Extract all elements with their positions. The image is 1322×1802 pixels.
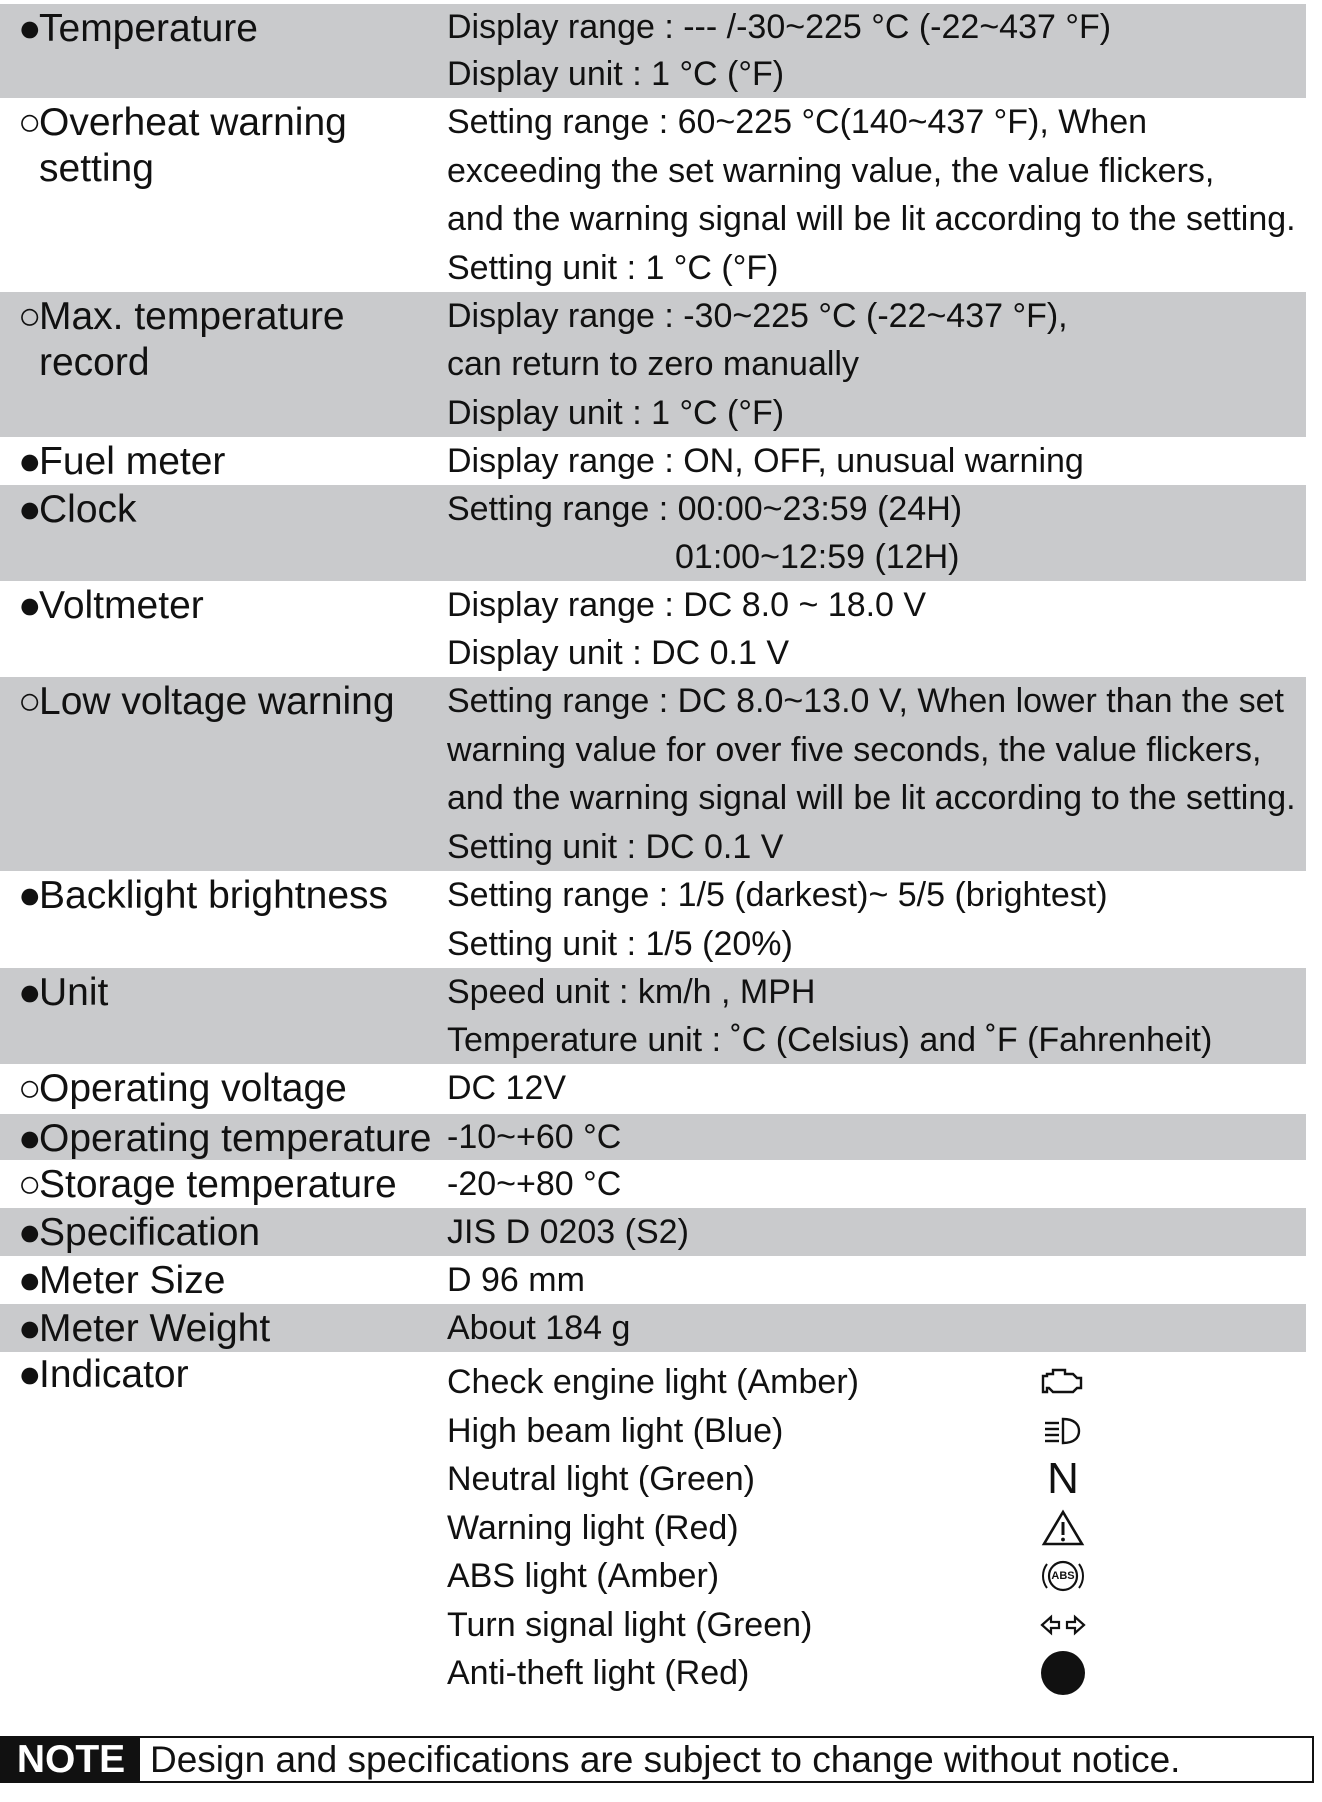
spec-label — [18, 1210, 260, 1256]
indicator-item: ABS light (Amber) — [447, 1557, 720, 1595]
spec-label-line — [18, 487, 137, 533]
spec-label — [18, 439, 225, 485]
indicator-item: Check engine light (Amber) — [447, 1363, 859, 1401]
spec-label — [18, 1306, 270, 1352]
spec-label-line — [18, 1258, 225, 1304]
spec-value-line: Display range : --- /-30~225 °C (-22~437 °F) — [447, 8, 1112, 46]
indicator-list — [447, 1358, 859, 1698]
indicator-label — [18, 1352, 189, 1398]
spec-value-line: D 96 mm — [447, 1261, 585, 1299]
spec-row — [0, 292, 1306, 437]
spec-value-line: Setting range : 1/5 (darkest)~ 5/5 (brightest) — [447, 876, 1108, 914]
bullet-marker: ● — [18, 1353, 42, 1396]
indicator-item: High beam light (Blue) — [447, 1411, 784, 1450]
spec-label-text: Backlight brightness — [39, 874, 389, 917]
bullet-marker: ○ — [18, 680, 42, 723]
spec-value-line: About 184 g — [447, 1309, 631, 1347]
spec-row — [0, 98, 1306, 292]
spec-label-text: Max. temperature — [39, 295, 345, 338]
anti-theft-icon — [1035, 1649, 1091, 1698]
spec-value — [447, 1064, 566, 1113]
bullet-marker: ○ — [18, 101, 42, 144]
abs-icon — [1035, 1552, 1091, 1601]
spec-value-line: Setting range : DC 8.0~13.0 V, When lower than the set — [447, 682, 1284, 720]
spec-value-line: -20~+80 °C — [447, 1165, 622, 1203]
spec-label — [18, 970, 108, 1016]
spec-value-line: Display unit : 1 °C (°F) — [447, 393, 785, 432]
spec-label-text: Fuel meter — [39, 440, 226, 483]
spec-value-line: Display range : ON, OFF, unusual warning — [447, 442, 1084, 480]
spec-value-line: Setting range : 60~225 °C(140~437 °F), When — [447, 103, 1148, 141]
bullet-marker: ● — [18, 874, 42, 917]
note-tag: NOTE — [2, 1738, 140, 1781]
spec-label-line — [18, 6, 258, 52]
indicator-item: Anti-theft light (Red) — [447, 1654, 750, 1692]
bullet-marker: ○ — [18, 1067, 42, 1110]
turn-signal-icon — [1035, 1601, 1091, 1650]
spec-value-line: Setting unit : DC 0.1 V — [447, 827, 784, 866]
spec-value-line: DC 12V — [447, 1069, 567, 1107]
indicator-item: Warning light (Red) — [447, 1508, 739, 1547]
bullet-marker: ● — [18, 7, 42, 50]
neutral-glyph: N — [1047, 1454, 1079, 1504]
neutral-icon — [1035, 1455, 1091, 1504]
spec-label — [18, 1066, 347, 1112]
spec-label-text: Operating temperature — [39, 1117, 432, 1160]
spec-label-text: Unit — [39, 971, 109, 1014]
spec-label-line — [18, 100, 347, 146]
spec-value — [447, 1114, 621, 1160]
spec-value — [447, 437, 1084, 485]
spec-value-line: and the warning signal will be lit according to the setting. — [447, 779, 1296, 817]
spec-value-line: -10~+60 °C — [447, 1118, 622, 1156]
spec-value — [447, 581, 926, 677]
spec-value — [447, 1304, 630, 1352]
spec-value-line: Display unit : DC 0.1 V — [447, 634, 790, 672]
spec-label — [18, 487, 137, 533]
spec-label-line — [18, 146, 347, 192]
spec-value-line: Display range : DC 8.0 ~ 18.0 V — [447, 586, 927, 624]
spec-label — [18, 100, 347, 192]
spec-value — [447, 485, 962, 581]
spec-row — [0, 968, 1306, 1064]
spec-value-line: warning value for over five seconds, the value flickers, — [447, 730, 1262, 769]
indicator-row — [0, 1352, 1306, 1702]
spec-row — [0, 1256, 1306, 1304]
spec-label-text: Low voltage warning — [39, 680, 395, 723]
spec-row — [0, 581, 1306, 677]
spec-label-line — [18, 873, 388, 919]
spec-label-line — [18, 679, 395, 725]
spec-value-line: Speed unit : km/h , MPH — [447, 973, 816, 1011]
spec-label-text: setting — [39, 147, 154, 190]
spec-row — [0, 1304, 1306, 1352]
bullet-marker: ● — [18, 1117, 42, 1160]
spec-value — [447, 292, 1068, 437]
spec-label-text: Temperature — [39, 7, 258, 50]
spec-value-line: Display unit : 1 °C (°F) — [447, 55, 785, 93]
spec-label-text: Overheat warning — [39, 101, 347, 144]
spec-row — [0, 1208, 1306, 1256]
spec-label-text: Meter Size — [39, 1259, 226, 1302]
spec-value — [447, 1256, 585, 1304]
spec-value-line: and the warning signal will be lit according to the setting. — [447, 200, 1296, 238]
spec-label — [18, 1116, 431, 1162]
spec-row — [0, 677, 1306, 871]
spec-label-text: Clock — [39, 488, 137, 531]
spec-value-line: Temperature unit : ˚C (Celsius) and ˚F (Fahrenheit) — [447, 1021, 1213, 1059]
spec-value — [447, 1208, 689, 1256]
spec-label-line — [18, 583, 204, 629]
spec-row — [0, 1064, 1306, 1114]
bullet-marker: ● — [18, 440, 42, 483]
spec-label — [18, 1162, 397, 1208]
spec-value-line: can return to zero manually — [447, 345, 859, 384]
spec-value-line: Setting unit : 1 °C (°F) — [447, 248, 779, 287]
spec-label-text: record — [39, 341, 150, 384]
check-engine-icon — [1035, 1358, 1091, 1407]
spec-value — [447, 4, 1111, 98]
spec-value — [447, 1160, 621, 1208]
indicator-item: Turn signal light (Green) — [447, 1605, 813, 1644]
spec-label-line — [18, 1210, 260, 1256]
spec-value — [447, 677, 1296, 871]
bullet-marker: ○ — [18, 1163, 42, 1206]
spec-value-line: exceeding the set warning value, the value flickers, — [447, 151, 1215, 190]
spec-value — [447, 871, 1108, 968]
spec-label — [18, 294, 345, 386]
bullet-marker: ○ — [18, 295, 42, 338]
spec-label-text: Meter Weight — [39, 1307, 271, 1350]
spec-label-line — [18, 1306, 270, 1352]
spec-label — [18, 1258, 225, 1304]
note-box — [0, 1736, 1314, 1783]
bullet-marker: ● — [18, 1211, 42, 1254]
spec-label-line — [18, 439, 225, 485]
spec-value-line: 01:00~12:59 (12H) — [675, 538, 960, 576]
bullet-marker: ● — [18, 488, 42, 531]
spec-label-text: Voltmeter — [39, 584, 204, 627]
spec-label — [18, 6, 258, 52]
spec-label-text: Specification — [39, 1211, 261, 1254]
warning-triangle-icon — [1035, 1504, 1091, 1553]
indicator-label-line — [18, 1352, 189, 1398]
spec-label-line — [18, 970, 108, 1016]
indicator-label-text: Indicator — [39, 1353, 189, 1396]
spec-value — [447, 98, 1296, 292]
spec-label-text: Operating voltage — [39, 1067, 347, 1110]
spec-label-line — [18, 1162, 397, 1208]
spec-row — [0, 871, 1306, 968]
spec-value-line: Setting unit : 1/5 (20%) — [447, 924, 793, 963]
high-beam-icon — [1035, 1407, 1091, 1456]
spec-label-line — [18, 340, 345, 386]
spec-label — [18, 583, 204, 629]
spec-label — [18, 873, 388, 919]
note-text: Design and specifications are subject to change without notice. — [150, 1739, 1181, 1780]
spec-value-line: Display range : -30~225 °C (-22~437 °F), — [447, 297, 1068, 335]
spec-row — [0, 4, 1306, 98]
bullet-marker: ● — [18, 584, 42, 627]
bullet-marker: ● — [18, 1307, 42, 1350]
spec-value-line: JIS D 0203 (S2) — [447, 1213, 689, 1251]
abs-glyph: ABS — [1051, 1570, 1075, 1583]
spec-label-text: Storage temperature — [39, 1163, 397, 1206]
spec-value — [447, 968, 1212, 1064]
spec-row — [0, 437, 1306, 485]
spec-label-line — [18, 294, 345, 340]
spec-row — [0, 1160, 1306, 1208]
spec-row — [0, 485, 1306, 581]
spec-value-line: Setting range : 00:00~23:59 (24H) — [447, 490, 963, 528]
bullet-marker: ● — [18, 971, 42, 1014]
spec-label — [18, 679, 395, 725]
indicator-item: Neutral light (Green) — [447, 1460, 756, 1498]
spec-row — [0, 1114, 1306, 1160]
spec-label-line — [18, 1116, 431, 1162]
bullet-marker: ● — [18, 1259, 42, 1302]
spec-label-line — [18, 1066, 347, 1112]
